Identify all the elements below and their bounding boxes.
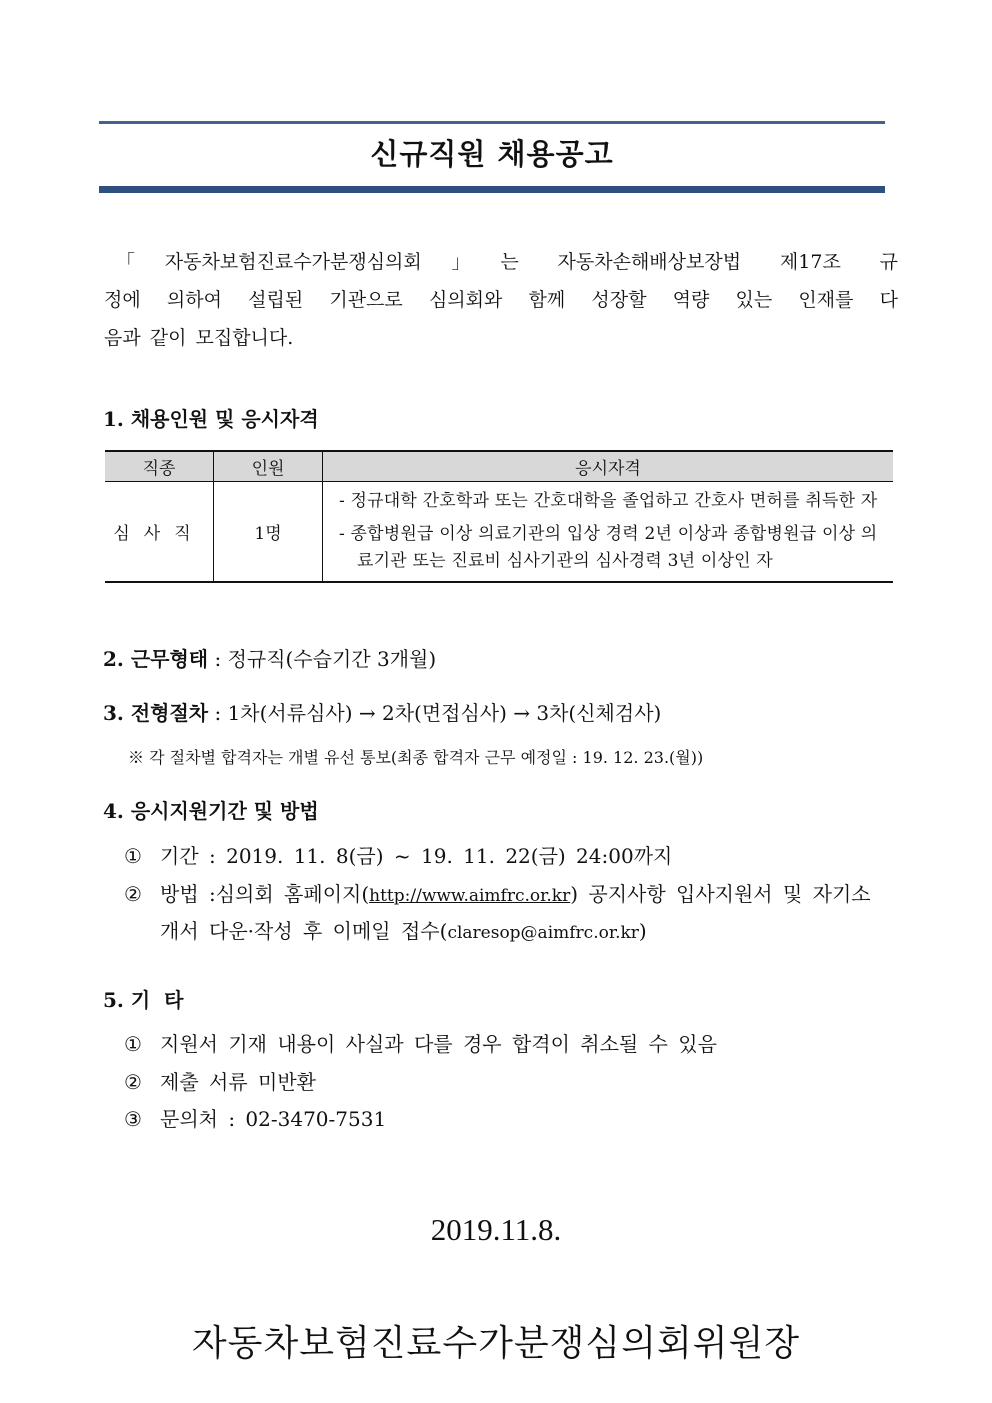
- section-3: [103, 697, 661, 726]
- method-number: ②: [124, 882, 142, 906]
- header-count: 인원: [214, 451, 323, 482]
- method-cont-pre: 개서 다운·작성 후 이메일 접수(: [160, 919, 448, 943]
- title-bottom-rule: [99, 186, 885, 193]
- header-qualifications: 응시자격: [323, 451, 894, 482]
- method-item-continued: [160, 915, 647, 944]
- section-2-value: : 정규직(수습기간 3개월): [208, 647, 437, 671]
- count-cell: 1명: [214, 482, 323, 583]
- other-item-3-number: ③: [124, 1107, 142, 1131]
- list-item: [124, 1103, 386, 1132]
- list-item: [124, 1028, 717, 1057]
- title-top-rule: [99, 121, 885, 124]
- page-title: 신규직원 채용공고: [370, 137, 614, 171]
- section-1-heading: 1. 채용인원 및 응시자격: [103, 407, 319, 431]
- section-2: [103, 643, 436, 672]
- period-item: [124, 840, 672, 869]
- homepage-link[interactable]: http://www.aimfrc.or.kr: [369, 886, 571, 906]
- section-2-heading: 2. 근무형태: [103, 647, 209, 671]
- section-4-heading: 4. 응시지원기간 및 방법: [103, 799, 319, 823]
- table-row: [105, 482, 893, 583]
- qualification-1: - 정규대학 간호학과 또는 간호대학을 졸업하고 간호사 면허를 취득한 자: [339, 491, 878, 511]
- period-text: 기간 : 2019. 11. 8(금) ~ 19. 11. 22(금) 24:00까지: [160, 844, 673, 868]
- section-3-heading: 3. 전형절차: [103, 701, 209, 725]
- table-header-row: [105, 451, 893, 482]
- contact-email[interactable]: claresop@aimfrc.or.kr: [447, 923, 639, 943]
- header-job: 직종: [105, 451, 214, 482]
- section-3-value: : 1차(서류심사) → 2차(면접심사) → 3차(신체검사): [208, 701, 662, 725]
- other-item-3-text: 문의처 : 02-3470-7531: [160, 1107, 387, 1131]
- period-number: ①: [124, 844, 142, 868]
- section-5-heading: 5. 기 타: [103, 988, 184, 1012]
- issuer-name: 자동차보험진료수가분쟁심의회위원장: [191, 1323, 801, 1364]
- other-item-1-number: ①: [124, 1032, 142, 1056]
- method-text-pre: 방법 :심의회 홈페이지(: [160, 882, 370, 906]
- method-cont-post: ): [638, 919, 647, 943]
- requirements-table: [105, 450, 893, 583]
- intro-line-1: 「자동차보험진료수가분쟁심의회」는 자동차손해배상보장법 제17조 규: [116, 251, 898, 273]
- other-item-1-text: 지원서 기재 내용이 사실과 다를 경우 합격이 취소될 수 있음: [160, 1032, 717, 1056]
- method-item: [124, 878, 871, 907]
- intro-line-2: 정에 의하여 설립된 기관으로 심의회와 함께 성장할 역량 있는 인재를 다: [104, 289, 898, 311]
- intro-paragraph: [104, 243, 898, 357]
- method-text-post: ) 공지사항 입사지원서 및 자기소: [570, 882, 871, 906]
- notice-date: 2019.11.8.: [430, 1212, 562, 1247]
- qualification-2: - 종합병원급 이상 의료기관의 입상 경력 2년 이상과 종합병원급 이상 의료기관 또는 진료비 심사기관의 심사경력 3년 이상인 자: [339, 524, 878, 571]
- job-cell: 심사직: [105, 482, 214, 583]
- other-item-2-text: 제출 서류 미반환: [160, 1070, 316, 1094]
- qualifications-cell: [323, 482, 894, 583]
- intro-line-3: 음과 같이 모집합니다.: [104, 327, 294, 349]
- selection-note: ※ 각 절차별 합격자는 개별 유선 통보(최종 합격자 근무 예정일 : 19. 12. 23.(월)): [128, 748, 704, 767]
- other-item-2-number: ②: [124, 1070, 142, 1094]
- list-item: [124, 1066, 316, 1095]
